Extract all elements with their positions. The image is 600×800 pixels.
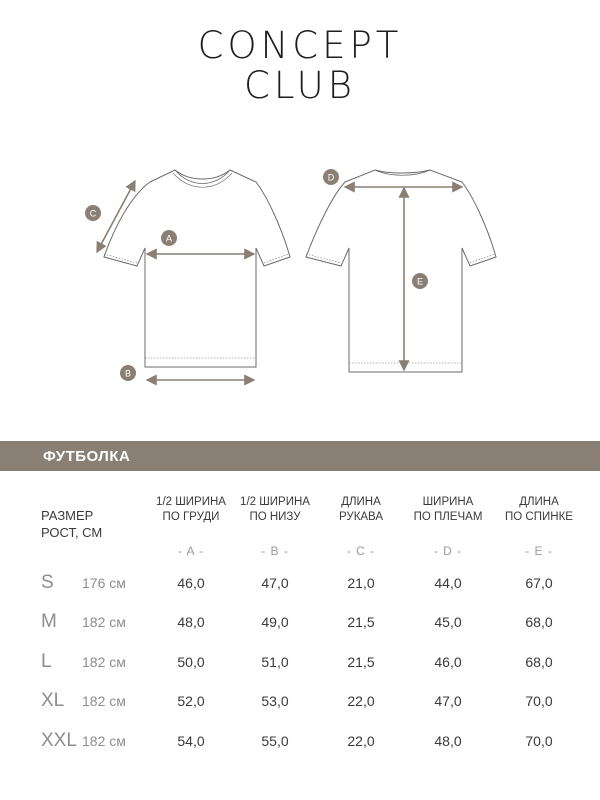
measure-line-c	[97, 181, 135, 252]
sleeve-value: 21,5	[347, 654, 375, 670]
column-header-line-1: 1/2 ШИРИНА	[156, 496, 226, 508]
marker-a-label: A	[165, 233, 173, 244]
column-header-line-2: ПО ПЛЕЧАМ	[413, 511, 483, 523]
table-row	[0, 611, 600, 635]
size-heading-line-1: РАЗМЕР	[41, 508, 94, 523]
column-letter-b: - B -	[261, 544, 289, 558]
column-header-line-1: ДЛИНА	[519, 496, 559, 508]
sleeve-value: 22,0	[347, 733, 375, 749]
column-letter-e: - E -	[525, 544, 553, 558]
size-code: L	[41, 651, 52, 672]
hem-value: 49,0	[261, 614, 289, 630]
brand-line-1: CONCEPT	[197, 24, 403, 67]
column-header-line-2: ПО ГРУДИ	[162, 511, 220, 523]
column-letter-d: - D -	[433, 544, 463, 558]
column-header-line-1: ШИРИНА	[422, 496, 474, 508]
marker-b	[120, 365, 136, 381]
back-length-value: 68,0	[525, 654, 553, 670]
section-title: ФУТБОЛКА	[43, 448, 131, 465]
height-value: 176 см	[82, 575, 126, 591]
size-heading-line-2: РОСТ, СМ	[41, 525, 103, 540]
marker-c-label: C	[89, 208, 97, 219]
hem-value: 47,0	[261, 575, 289, 591]
tshirt-back-illustration	[306, 170, 496, 372]
marker-c	[85, 205, 101, 221]
marker-e-label: E	[416, 276, 424, 287]
size-height-heading	[41, 507, 102, 541]
chest-value: 52,0	[177, 693, 205, 709]
chest-value: 46,0	[177, 575, 205, 591]
height-value: 182 см	[82, 693, 126, 709]
height-value: 182 см	[82, 733, 126, 749]
chest-value: 50,0	[177, 654, 205, 670]
column-header-line-2: ПО НИЗУ	[249, 511, 301, 523]
marker-d-label: D	[327, 172, 335, 183]
tshirt-front-illustration	[104, 170, 290, 367]
column-header-shoulder	[398, 495, 498, 525]
column-header-line-1: 1/2 ШИРИНА	[240, 496, 310, 508]
chest-value: 48,0	[177, 614, 205, 630]
column-letter-c: - C -	[346, 544, 376, 558]
height-value: 182 см	[82, 614, 126, 630]
size-code: M	[41, 611, 57, 632]
marker-d	[323, 169, 339, 185]
table-row	[0, 730, 600, 754]
shoulder-value: 44,0	[434, 575, 462, 591]
chest-value: 54,0	[177, 733, 205, 749]
section-header-band	[0, 441, 600, 471]
marker-a	[161, 230, 177, 246]
column-header-sleeve	[311, 495, 411, 525]
table-row	[0, 651, 600, 675]
hem-value: 51,0	[261, 654, 289, 670]
column-header-line-1: ДЛИНА	[341, 496, 381, 508]
shoulder-value: 48,0	[434, 733, 462, 749]
hem-value: 55,0	[261, 733, 289, 749]
back-length-value: 68,0	[525, 614, 553, 630]
size-code: S	[41, 572, 54, 593]
back-length-value: 70,0	[525, 733, 553, 749]
marker-b-label: B	[124, 368, 132, 379]
size-code: XL	[41, 690, 65, 711]
sleeve-value: 21,0	[347, 575, 375, 591]
height-value: 182 см	[82, 654, 126, 670]
sleeve-value: 22,0	[347, 693, 375, 709]
brand-logo	[0, 26, 600, 106]
table-row	[0, 690, 600, 714]
tshirt-diagram	[0, 150, 600, 400]
size-code: XXL	[41, 730, 77, 751]
brand-line-2: CLUB	[244, 64, 356, 107]
marker-e	[412, 273, 428, 289]
column-letter-a: - A -	[177, 544, 205, 558]
shoulder-value: 47,0	[434, 693, 462, 709]
column-header-hem	[225, 495, 325, 525]
table-row	[0, 572, 600, 596]
shoulder-value: 46,0	[434, 654, 462, 670]
back-length-value: 67,0	[525, 575, 553, 591]
column-header-back-length	[489, 495, 589, 525]
back-length-value: 70,0	[525, 693, 553, 709]
hem-value: 53,0	[261, 693, 289, 709]
sleeve-value: 21,5	[347, 614, 375, 630]
shoulder-value: 45,0	[434, 614, 462, 630]
column-header-line-2: ПО СПИНКЕ	[505, 511, 573, 523]
column-header-line-2: РУКАВА	[338, 511, 384, 523]
